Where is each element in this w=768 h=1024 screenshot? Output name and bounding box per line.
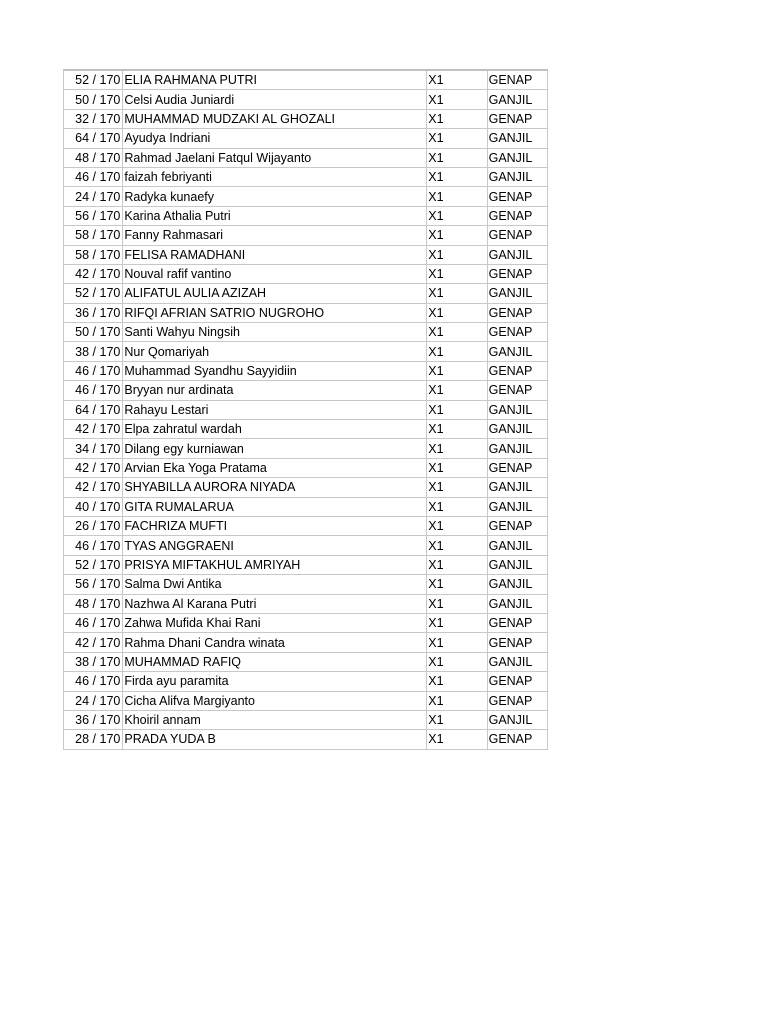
class-cell: X1: [427, 691, 487, 710]
score-cell: 50 / 170: [64, 90, 123, 109]
score-cell: 26 / 170: [64, 516, 123, 535]
table-row: [64, 536, 548, 555]
name-cell: Elpa zahratul wardah: [123, 420, 427, 439]
name-cell: Zahwa Mufida Khai Rani: [123, 613, 427, 632]
table-row: [64, 400, 548, 419]
name-cell: faizah febriyanti: [123, 167, 427, 186]
table-row: [64, 148, 548, 167]
class-cell: X1: [427, 672, 487, 691]
table-row: [64, 652, 548, 671]
table-row: [64, 187, 548, 206]
name-cell: Firda ayu paramita: [123, 672, 427, 691]
table-row: [64, 516, 548, 535]
table-row: [64, 264, 548, 283]
semester-cell: GANJIL: [487, 342, 547, 361]
semester-cell: GANJIL: [487, 710, 547, 729]
semester-cell: GENAP: [487, 187, 547, 206]
semester-cell: GENAP: [487, 206, 547, 225]
class-cell: X1: [427, 458, 487, 477]
class-cell: X1: [427, 187, 487, 206]
name-cell: Ayudya Indriani: [123, 129, 427, 148]
class-cell: X1: [427, 148, 487, 167]
class-cell: X1: [427, 361, 487, 380]
semester-cell: GANJIL: [487, 536, 547, 555]
class-cell: X1: [427, 206, 487, 225]
class-cell: X1: [427, 710, 487, 729]
name-cell: SHYABILLA AURORA NIYADA: [123, 478, 427, 497]
semester-cell: GANJIL: [487, 497, 547, 516]
score-cell: 46 / 170: [64, 672, 123, 691]
semester-cell: GANJIL: [487, 478, 547, 497]
class-cell: X1: [427, 381, 487, 400]
score-cell: 42 / 170: [64, 458, 123, 477]
name-cell: Nouval rafif vantino: [123, 264, 427, 283]
semester-cell: GANJIL: [487, 167, 547, 186]
score-cell: 48 / 170: [64, 594, 123, 613]
class-cell: X1: [427, 652, 487, 671]
score-table-body: [64, 70, 548, 749]
score-table: [63, 69, 548, 750]
table-row: [64, 594, 548, 613]
name-cell: Bryyan nur ardinata: [123, 381, 427, 400]
score-cell: 56 / 170: [64, 575, 123, 594]
table-row: [64, 70, 548, 90]
class-cell: X1: [427, 90, 487, 109]
score-cell: 38 / 170: [64, 652, 123, 671]
table-row: [64, 439, 548, 458]
name-cell: Radyka kunaefy: [123, 187, 427, 206]
semester-cell: GENAP: [487, 672, 547, 691]
semester-cell: GANJIL: [487, 555, 547, 574]
table-row: [64, 458, 548, 477]
table-row: [64, 613, 548, 632]
table-row: [64, 575, 548, 594]
score-cell: 36 / 170: [64, 303, 123, 322]
name-cell: ALIFATUL AULIA AZIZAH: [123, 284, 427, 303]
table-row: [64, 691, 548, 710]
name-cell: Celsi Audia Juniardi: [123, 90, 427, 109]
semester-cell: GANJIL: [487, 148, 547, 167]
score-cell: 36 / 170: [64, 710, 123, 729]
name-cell: Muhammad Syandhu Sayyidiin: [123, 361, 427, 380]
table-row: [64, 245, 548, 264]
class-cell: X1: [427, 264, 487, 283]
semester-cell: GANJIL: [487, 594, 547, 613]
score-cell: 24 / 170: [64, 187, 123, 206]
class-cell: X1: [427, 284, 487, 303]
score-cell: 38 / 170: [64, 342, 123, 361]
name-cell: Dilang egy kurniawan: [123, 439, 427, 458]
name-cell: Rahma Dhani Candra winata: [123, 633, 427, 652]
semester-cell: GENAP: [487, 613, 547, 632]
score-cell: 28 / 170: [64, 730, 123, 749]
semester-cell: GANJIL: [487, 439, 547, 458]
name-cell: MUHAMMAD RAFIQ: [123, 652, 427, 671]
table-row: [64, 90, 548, 109]
class-cell: X1: [427, 478, 487, 497]
name-cell: Rahmad Jaelani Fatqul Wijayanto: [123, 148, 427, 167]
name-cell: Nur Qomariyah: [123, 342, 427, 361]
class-cell: X1: [427, 516, 487, 535]
class-cell: X1: [427, 575, 487, 594]
score-cell: 52 / 170: [64, 284, 123, 303]
table-row: [64, 478, 548, 497]
name-cell: Nazhwa Al Karana Putri: [123, 594, 427, 613]
table-row: [64, 284, 548, 303]
semester-cell: GENAP: [487, 361, 547, 380]
score-cell: 46 / 170: [64, 381, 123, 400]
name-cell: Khoiril annam: [123, 710, 427, 729]
score-cell: 58 / 170: [64, 245, 123, 264]
table-row: [64, 672, 548, 691]
semester-cell: GENAP: [487, 691, 547, 710]
score-cell: 64 / 170: [64, 400, 123, 419]
table-row: [64, 109, 548, 128]
class-cell: X1: [427, 730, 487, 749]
score-cell: 56 / 170: [64, 206, 123, 225]
table-row: [64, 381, 548, 400]
score-cell: 24 / 170: [64, 691, 123, 710]
name-cell: Karina Athalia Putri: [123, 206, 427, 225]
class-cell: X1: [427, 594, 487, 613]
table-row: [64, 361, 548, 380]
class-cell: X1: [427, 129, 487, 148]
semester-cell: GENAP: [487, 730, 547, 749]
score-cell: 42 / 170: [64, 420, 123, 439]
class-cell: X1: [427, 109, 487, 128]
table-row: [64, 342, 548, 361]
class-cell: X1: [427, 536, 487, 555]
name-cell: FELISA RAMADHANI: [123, 245, 427, 264]
class-cell: X1: [427, 323, 487, 342]
table-row: [64, 129, 548, 148]
score-cell: 42 / 170: [64, 633, 123, 652]
semester-cell: GENAP: [487, 226, 547, 245]
score-cell: 42 / 170: [64, 264, 123, 283]
name-cell: ELIA RAHMANA PUTRI: [123, 70, 427, 90]
score-cell: 46 / 170: [64, 361, 123, 380]
score-cell: 46 / 170: [64, 536, 123, 555]
semester-cell: GENAP: [487, 303, 547, 322]
semester-cell: GENAP: [487, 458, 547, 477]
name-cell: Arvian Eka Yoga Pratama: [123, 458, 427, 477]
table-row: [64, 710, 548, 729]
table-row: [64, 167, 548, 186]
table-row: [64, 226, 548, 245]
name-cell: GITA RUMALARUA: [123, 497, 427, 516]
class-cell: X1: [427, 420, 487, 439]
semester-cell: GANJIL: [487, 284, 547, 303]
table-row: [64, 206, 548, 225]
name-cell: FACHRIZA MUFTI: [123, 516, 427, 535]
name-cell: Santi Wahyu Ningsih: [123, 323, 427, 342]
semester-cell: GANJIL: [487, 400, 547, 419]
class-cell: X1: [427, 439, 487, 458]
table-row: [64, 730, 548, 749]
semester-cell: GENAP: [487, 323, 547, 342]
score-cell: 64 / 170: [64, 129, 123, 148]
score-cell: 58 / 170: [64, 226, 123, 245]
class-cell: X1: [427, 303, 487, 322]
name-cell: MUHAMMAD MUDZAKI AL GHOZALI: [123, 109, 427, 128]
table-row: [64, 633, 548, 652]
table-row: [64, 420, 548, 439]
semester-cell: GENAP: [487, 381, 547, 400]
class-cell: X1: [427, 167, 487, 186]
class-cell: X1: [427, 613, 487, 632]
semester-cell: GENAP: [487, 516, 547, 535]
name-cell: RIFQI AFRIAN SATRIO NUGROHO: [123, 303, 427, 322]
class-cell: X1: [427, 70, 487, 90]
score-cell: 46 / 170: [64, 613, 123, 632]
class-cell: X1: [427, 633, 487, 652]
table-row: [64, 497, 548, 516]
score-cell: 40 / 170: [64, 497, 123, 516]
semester-cell: GENAP: [487, 70, 547, 90]
class-cell: X1: [427, 342, 487, 361]
score-cell: 52 / 170: [64, 555, 123, 574]
semester-cell: GANJIL: [487, 90, 547, 109]
class-cell: X1: [427, 555, 487, 574]
name-cell: PRADA YUDA B: [123, 730, 427, 749]
score-cell: 32 / 170: [64, 109, 123, 128]
semester-cell: GANJIL: [487, 129, 547, 148]
semester-cell: GENAP: [487, 633, 547, 652]
score-cell: 42 / 170: [64, 478, 123, 497]
table-row: [64, 323, 548, 342]
name-cell: Fanny Rahmasari: [123, 226, 427, 245]
semester-cell: GANJIL: [487, 245, 547, 264]
table-row: [64, 555, 548, 574]
table-row: [64, 303, 548, 322]
name-cell: TYAS ANGGRAENI: [123, 536, 427, 555]
semester-cell: GANJIL: [487, 575, 547, 594]
score-cell: 50 / 170: [64, 323, 123, 342]
score-cell: 52 / 170: [64, 70, 123, 90]
score-cell: 34 / 170: [64, 439, 123, 458]
name-cell: Rahayu Lestari: [123, 400, 427, 419]
score-cell: 48 / 170: [64, 148, 123, 167]
semester-cell: GANJIL: [487, 652, 547, 671]
class-cell: X1: [427, 400, 487, 419]
name-cell: PRISYA MIFTAKHUL AMRIYAH: [123, 555, 427, 574]
spreadsheet-page: [63, 69, 548, 750]
name-cell: Cicha Alifva Margiyanto: [123, 691, 427, 710]
class-cell: X1: [427, 497, 487, 516]
name-cell: Salma Dwi Antika: [123, 575, 427, 594]
semester-cell: GANJIL: [487, 420, 547, 439]
class-cell: X1: [427, 245, 487, 264]
class-cell: X1: [427, 226, 487, 245]
semester-cell: GENAP: [487, 109, 547, 128]
semester-cell: GENAP: [487, 264, 547, 283]
score-cell: 46 / 170: [64, 167, 123, 186]
